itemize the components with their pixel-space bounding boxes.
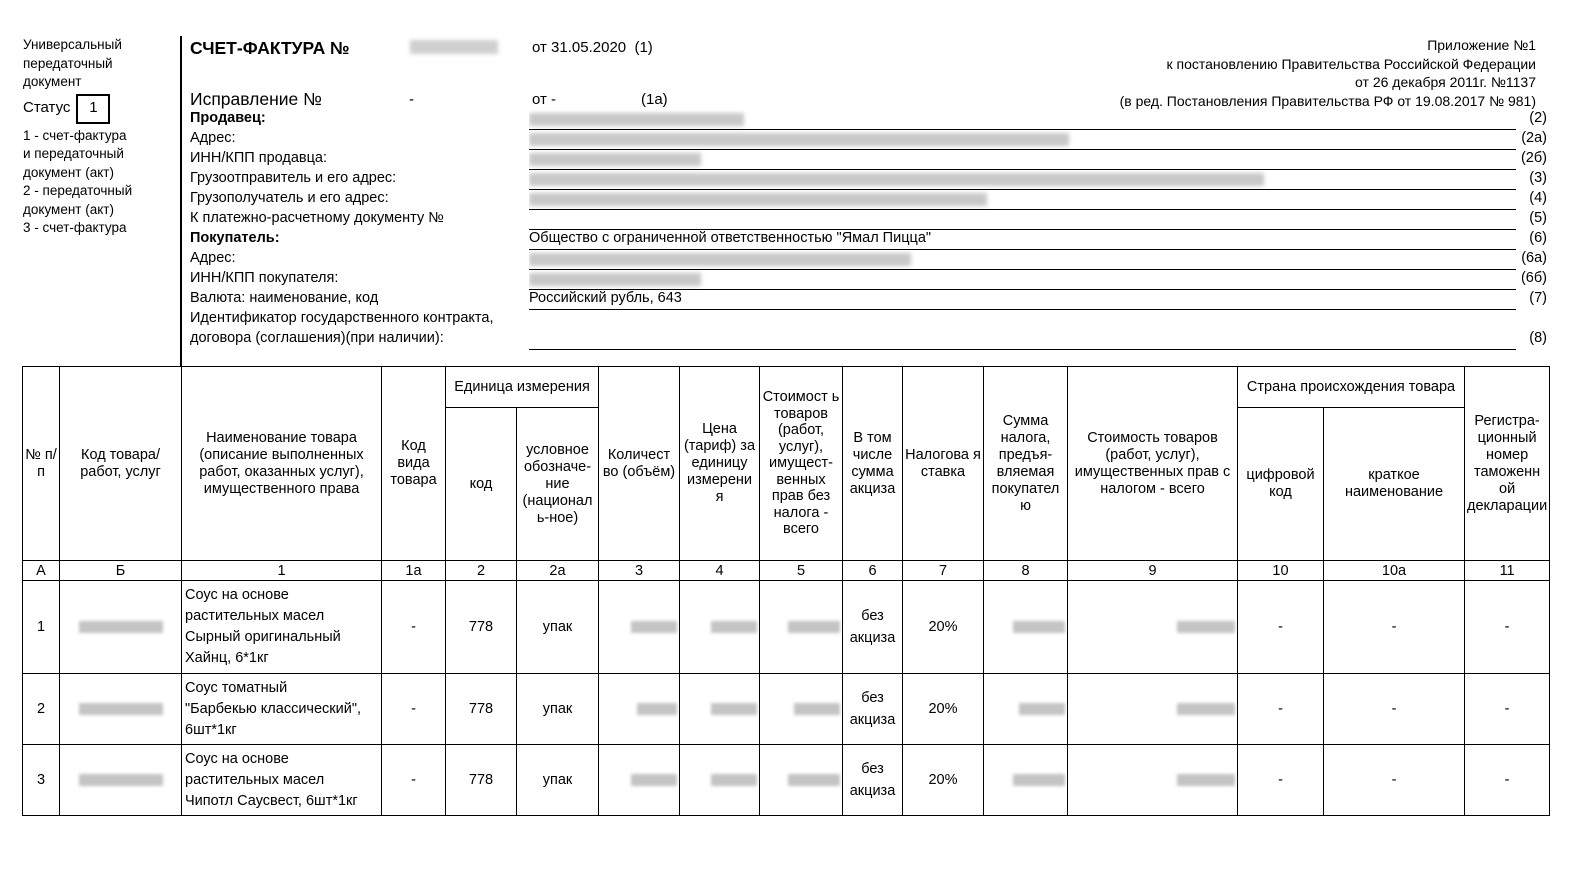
country-code: -: [1238, 674, 1324, 745]
document-type-line: Универсальный: [23, 37, 122, 52]
status-box: 1: [76, 94, 110, 124]
field-label: договора (соглашения)(при наличии):: [190, 330, 444, 346]
country-code: -: [1238, 745, 1324, 816]
appendix-note: [1120, 36, 1536, 110]
field-value: Общество с ограниченной ответственностью "Ямал Пицца": [529, 230, 1516, 250]
header-quantity: Количест во (объём): [599, 367, 680, 561]
header-country-group: Страна происхождения товара: [1238, 367, 1465, 408]
field-label: Покупатель:: [190, 230, 280, 246]
cost-total-redacted: [1068, 674, 1238, 745]
field-buyer-inn: [190, 270, 1547, 290]
field-label: Адрес:: [190, 130, 236, 146]
field-value: [529, 250, 1516, 270]
field-seller: [190, 110, 1547, 130]
column-letters-row: [23, 561, 1550, 581]
tax-sum-redacted: [984, 674, 1068, 745]
field-label: К платежно-расчетному документу №: [190, 210, 444, 226]
status-note: и передаточный: [23, 146, 124, 161]
price-redacted: [680, 745, 760, 816]
product-name-line: 6шт*1кг: [185, 721, 237, 738]
status-note: документ (акт): [23, 164, 114, 180]
cost-no-tax-redacted: [760, 581, 843, 674]
product-name-line: Соус на основе: [185, 750, 289, 767]
field-label: Продавец:: [190, 110, 266, 126]
column-letter: 4: [680, 561, 760, 581]
field-value: [529, 130, 1516, 150]
field-code: (6а): [1521, 250, 1547, 266]
product-name-line: растительных масел: [185, 608, 325, 624]
invoice-date: [532, 39, 653, 56]
product-kind: -: [382, 745, 446, 816]
excise-line: без: [861, 690, 884, 706]
field-label: ИНН/КПП покупателя:: [190, 270, 339, 286]
header-country-code: цифровой код: [1238, 408, 1324, 561]
column-letter: 5: [760, 561, 843, 581]
field-label: Адрес:: [190, 250, 236, 266]
row-number: 1: [23, 581, 60, 674]
field-label: Идентификатор государственного контракта,: [190, 310, 494, 326]
field-seller-inn: [190, 150, 1547, 170]
field-code: (6б): [1520, 270, 1547, 286]
column-letter: 1а: [382, 561, 446, 581]
excise: [843, 674, 903, 745]
excise-line: без: [861, 608, 884, 624]
product-code-redacted: [60, 745, 182, 816]
appendix-line: от 26 декабря 2011г. №1137: [1355, 74, 1536, 90]
column-letter: 6: [843, 561, 903, 581]
header-unit-group: Единица измерения: [446, 367, 599, 408]
field-value: [529, 190, 1516, 210]
invoice-title: СЧЕТ-ФАКТУРА №: [190, 38, 350, 58]
excise-line: акциза: [849, 712, 896, 728]
row-number: 3: [23, 745, 60, 816]
customs-declaration: -: [1465, 674, 1550, 745]
field-contract: [190, 330, 1547, 350]
field-buyer: [190, 230, 1547, 250]
column-letter: А: [23, 561, 60, 581]
unit-code: 778: [446, 581, 517, 674]
header-tax-rate: Налогова я ставка: [903, 367, 984, 561]
status-note: документ (акт): [23, 201, 114, 217]
field-value: Российский рубль, 643: [529, 290, 1516, 310]
product-name-line: "Барбекью классический",: [185, 700, 362, 717]
header-cost-no-tax: Стоимост ь товаров (работ, услуг), имущест-венных прав без налога - всего: [760, 367, 843, 561]
excise-line: без: [861, 761, 884, 777]
product-kind: -: [382, 581, 446, 674]
cost-no-tax-redacted: [760, 674, 843, 745]
tax-sum-redacted: [984, 745, 1068, 816]
appendix-line: к постановлению Правительства Российской Федерации: [1166, 55, 1536, 72]
status-row: [23, 94, 173, 124]
unit-name: упак: [517, 745, 599, 816]
field-code: (7): [1529, 290, 1547, 306]
quantity-redacted: [599, 674, 680, 745]
field-value: [529, 170, 1516, 190]
document-type-block: [23, 36, 173, 238]
tax-rate: 20%: [903, 581, 984, 674]
invoice-date-code: (1): [634, 39, 653, 56]
excise: [843, 745, 903, 816]
field-code: (2б): [1520, 150, 1547, 166]
column-letter: Б: [60, 561, 182, 581]
field-seller-address: [190, 130, 1547, 150]
customs-declaration: -: [1465, 581, 1550, 674]
field-code: (6): [1529, 230, 1547, 246]
field-consignee: [190, 190, 1547, 210]
column-letter: 3: [599, 561, 680, 581]
cost-total-redacted: [1068, 581, 1238, 674]
tax-rate: 20%: [903, 745, 984, 816]
product-kind: -: [382, 674, 446, 745]
field-currency: [190, 290, 1547, 310]
column-letter: 1: [182, 561, 382, 581]
country-name: -: [1324, 745, 1465, 816]
product-name: [182, 581, 382, 674]
correction-code: (1а): [641, 91, 668, 108]
cost-no-tax-redacted: [760, 745, 843, 816]
column-letter: 9: [1068, 561, 1238, 581]
field-contract-id: [190, 310, 1547, 330]
column-letter: 2: [446, 561, 517, 581]
appendix-line: (в ред. Постановления Правительства РФ от 19.08.2017 № 981): [1119, 92, 1536, 109]
product-name: [182, 745, 382, 816]
column-letter: 7: [903, 561, 984, 581]
status-label: Статус: [23, 99, 71, 117]
field-code: (4): [1529, 190, 1547, 206]
table-row: [23, 745, 1550, 816]
field-consignor: [190, 170, 1547, 190]
excise-line: акциза: [849, 630, 896, 646]
cost-total-redacted: [1068, 745, 1238, 816]
status-note: 2 - передаточный: [23, 183, 133, 198]
field-label: Валюта: наименование, код: [190, 290, 379, 306]
product-name-line: Хайнц, 6*1кг: [185, 650, 269, 666]
field-value: [529, 150, 1516, 170]
header-customs-declaration: Регистра-ционный номер таможенн ой декларации: [1465, 367, 1550, 561]
document-type-line: документ: [23, 74, 82, 89]
product-name-line: Чипотл Саусвест, 6шт*1кг: [185, 792, 358, 809]
quantity-redacted: [599, 745, 680, 816]
product-code-redacted: [60, 674, 182, 745]
price-redacted: [680, 674, 760, 745]
correction-number: -: [409, 91, 414, 108]
unit-code: 778: [446, 745, 517, 816]
correction-label: Исправление №: [190, 89, 322, 109]
field-payment-document: [190, 210, 1547, 230]
header-unit-name: условное обозначе-ние (национал ь-ное): [517, 408, 599, 561]
country-name: -: [1324, 674, 1465, 745]
header-unit-code: код: [446, 408, 517, 561]
field-code: (2): [1529, 110, 1547, 126]
invoice-date-text: от 31.05.2020: [532, 39, 627, 56]
header-product-code: Код товара/работ, услуг: [60, 367, 182, 561]
header-excise: В том числе сумма акциза: [843, 367, 903, 561]
product-code-redacted: [60, 581, 182, 674]
header-tax-sum: Сумма налога, предъя-вляемая покупател ю: [984, 367, 1068, 561]
product-name-line: Сырный оригинальный: [185, 629, 341, 645]
column-letter: 10а: [1324, 561, 1465, 581]
column-letter: 10: [1238, 561, 1324, 581]
unit-name: упак: [517, 674, 599, 745]
invoice-number-redacted: [410, 40, 498, 54]
country-code: -: [1238, 581, 1324, 674]
unit-code: 778: [446, 674, 517, 745]
field-label: Грузополучатель и его адрес:: [190, 190, 389, 206]
header-country-name: краткое наименование: [1324, 408, 1465, 561]
product-name: [182, 674, 382, 745]
unit-name: упак: [517, 581, 599, 674]
header-price: Цена (тариф) за единицу измерени я: [680, 367, 760, 561]
field-code: (2а): [1521, 130, 1547, 146]
field-label: ИНН/КПП продавца:: [190, 150, 327, 166]
header-cost-total: Стоимость товаров (работ, услуг), имущественных прав с налогом - всего: [1068, 367, 1238, 561]
field-code: (3): [1529, 170, 1547, 186]
tax-rate: 20%: [903, 674, 984, 745]
correction-date: от -: [532, 91, 557, 108]
status-note: 1 - счет-фактура: [23, 127, 127, 143]
product-name-line: растительных масел: [185, 771, 325, 788]
document-type-line: передаточный: [23, 55, 113, 71]
header-product-name: Наименование товара (описание выполненных работ, оказанных услуг), имущественного права: [182, 367, 382, 561]
field-value: [529, 110, 1516, 130]
status-note: 3 - счет-фактура: [23, 220, 127, 235]
field-value: [529, 330, 1516, 350]
row-number: 2: [23, 674, 60, 745]
product-name-line: Соус на основе: [185, 587, 289, 603]
excise-line: акциза: [849, 783, 896, 799]
field-code: (8): [1529, 330, 1547, 346]
tax-sum-redacted: [984, 581, 1068, 674]
vertical-divider: [180, 36, 182, 366]
field-buyer-address: [190, 250, 1547, 270]
customs-declaration: -: [1465, 745, 1550, 816]
table-row: [23, 674, 1550, 745]
column-letter: 2а: [517, 561, 599, 581]
goods-table: [22, 366, 1550, 816]
product-name-line: Соус томатный: [185, 679, 288, 696]
country-name: -: [1324, 581, 1465, 674]
table-row: [23, 581, 1550, 674]
quantity-redacted: [599, 581, 680, 674]
field-value: [529, 270, 1516, 290]
field-value: [529, 210, 1516, 230]
header-product-kind: Код вида товара: [382, 367, 446, 561]
appendix-line: Приложение №1: [1427, 37, 1536, 53]
column-letter: 8: [984, 561, 1068, 581]
status-notes: [23, 127, 173, 238]
column-letter: 11: [1465, 561, 1550, 581]
excise: [843, 581, 903, 674]
header-num: № п/п: [23, 367, 60, 561]
field-code: (5): [1529, 210, 1547, 226]
price-redacted: [680, 581, 760, 674]
field-label: Грузоотправитель и его адрес:: [190, 170, 397, 186]
